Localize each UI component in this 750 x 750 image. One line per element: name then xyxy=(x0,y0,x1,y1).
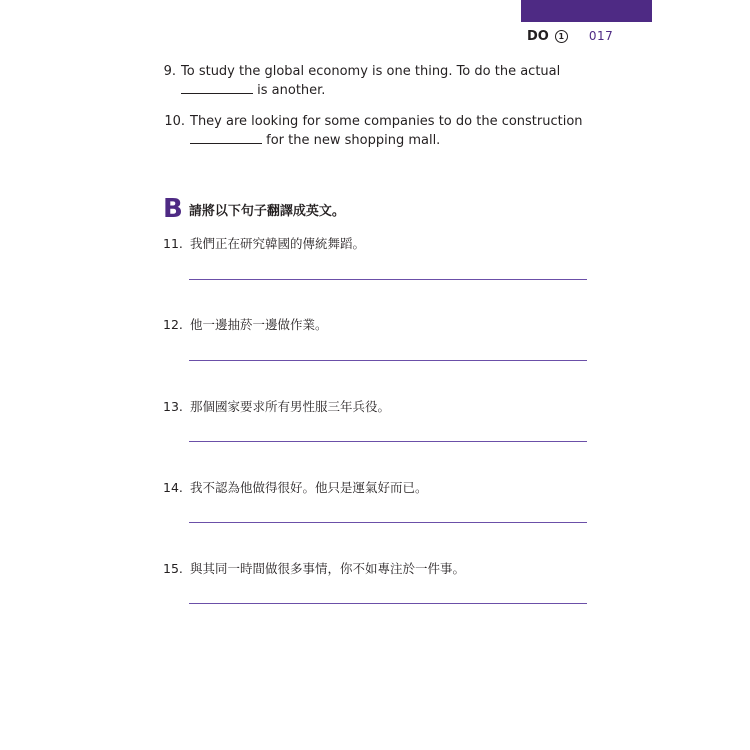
translation-item-15 xyxy=(163,560,465,578)
translation-item-13 xyxy=(163,398,390,416)
item-text: 我不認為他做得很好。他只是運氣好而已。 xyxy=(190,480,428,495)
answer-line[interactable] xyxy=(189,360,587,361)
item-text-after: is another. xyxy=(257,83,326,98)
item-text: To study the global economy is one thing. To do the actual xyxy=(181,64,561,79)
translation-item-11 xyxy=(163,235,365,253)
item-number: 12. xyxy=(163,317,183,332)
chapter-word: DO xyxy=(527,28,549,44)
section-instruction: 請將以下句子翻譯成英文。 xyxy=(188,203,345,219)
exercise-item-10 xyxy=(164,113,583,150)
item-number: 11. xyxy=(163,236,183,251)
page-number: 017 xyxy=(588,29,614,43)
fill-in-blank[interactable] xyxy=(181,81,253,94)
item-number: 10. xyxy=(164,114,185,129)
item-number: 14. xyxy=(163,480,183,495)
item-text: 我們正在研究韓國的傳統舞蹈。 xyxy=(190,236,366,251)
item-text: 那個國家要求所有男性服三年兵役。 xyxy=(190,399,391,414)
section-letter: B xyxy=(163,194,183,224)
item-text: They are looking for some companies to do the construction xyxy=(190,114,583,129)
item-text: 他一邊抽菸一邊做作業。 xyxy=(190,317,328,332)
item-text-after: for the new shopping mall. xyxy=(266,133,441,148)
translation-item-12 xyxy=(163,316,328,334)
exercise-item-9 xyxy=(163,63,561,100)
answer-line[interactable] xyxy=(189,603,587,604)
answer-line[interactable] xyxy=(189,522,587,523)
item-number: 15. xyxy=(163,561,183,576)
chapter-number-circle: 1 xyxy=(555,30,568,43)
answer-line[interactable] xyxy=(189,279,587,280)
item-number: 13. xyxy=(163,399,183,414)
answer-line[interactable] xyxy=(189,441,587,442)
translation-item-14 xyxy=(163,479,428,497)
section-b-heading xyxy=(163,196,345,222)
item-number: 9. xyxy=(163,64,176,79)
item-text: 與其同一時間做很多事情，你不如專注於一件事。 xyxy=(190,561,466,576)
running-head xyxy=(527,27,613,45)
header-color-tab xyxy=(521,0,652,22)
fill-in-blank[interactable] xyxy=(190,131,262,144)
